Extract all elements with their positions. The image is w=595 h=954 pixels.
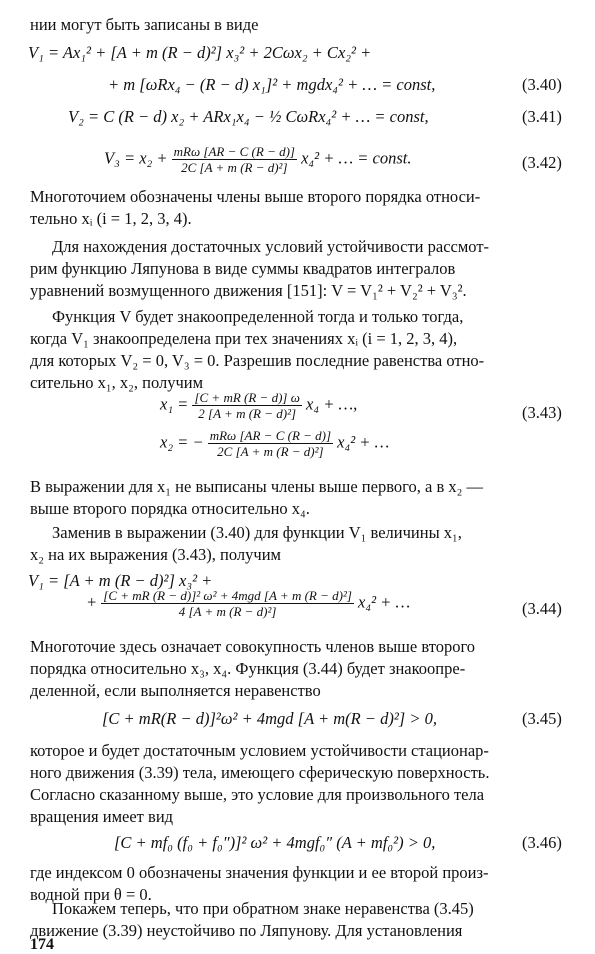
text-line: когда V₁ знакоопределена при тех значениях xᵢ (i = 1, 2, 3, 4),	[30, 329, 458, 348]
equation-number: (3.43)	[522, 403, 562, 422]
equation-number: (3.41)	[522, 107, 562, 126]
equation-3-43-line-1	[160, 390, 357, 421]
equation-3-40-line-2: + m [ωRx₄ − (R − d) x₁]² + mgdx₄² + … = const,	[108, 75, 436, 94]
equation-term: V₃ = x₂ +	[104, 148, 168, 168]
text-line: водной при θ = 0.	[30, 885, 152, 904]
text-line: тельно xᵢ (i = 1, 2, 3, 4).	[30, 209, 192, 228]
equation-term: x₄² + …	[337, 432, 390, 452]
equation-term: x₄ + …,	[306, 394, 358, 414]
text-line: для которых V₂ = 0, V₃ = 0. Разрешив последние равенства отно-	[30, 351, 485, 370]
fraction-numerator: mRω [AR − C (R − d)]	[209, 428, 332, 443]
text-line: Многоточие здесь означает совокупность членов выше второго	[30, 637, 476, 656]
text-line: которое и будет достаточным условием устойчивости стационар-	[30, 741, 489, 760]
equation-3-42	[104, 144, 412, 175]
fraction-numerator: mRω [AR − C (R − d)]	[173, 144, 295, 159]
text-line: Покажем теперь, что при обратном знаке неравенства (3.45)	[52, 899, 474, 918]
equation-term: x₁ =	[160, 394, 189, 414]
text-line: уравнений возмущенного движения [151]: V = V₁² + V₂² + V₃².	[30, 281, 467, 300]
text-line: Многоточием обозначены члены выше второго порядка относи-	[30, 187, 481, 206]
text-line: Согласно сказанному выше, это условие для произвольного тела	[30, 785, 485, 804]
fraction-denominator: 2C [A + m (R − d)²]	[181, 160, 288, 175]
text-line: выше второго порядка относительно x₄.	[30, 499, 310, 518]
equation-fraction	[172, 144, 297, 175]
equation-fraction	[208, 428, 333, 459]
text-line: Заменив в выражении (3.40) для функции V₁ величины x₁,	[52, 523, 462, 542]
text-line: рим функцию Ляпунова в виде суммы квадратов интегралов	[30, 259, 456, 278]
text-line: Функция V будет знакоопределенной тогда и только тогда,	[52, 307, 464, 326]
fraction-denominator: 4 [A + m (R − d)²]	[178, 604, 277, 619]
text-line: сительно x₁, x₂, получим	[30, 373, 204, 392]
equation-number: (3.40)	[522, 75, 562, 94]
text-line: нии могут быть записаны в виде	[30, 15, 259, 34]
text-line: Для нахождения достаточных условий устойчивости рассмот-	[52, 237, 490, 256]
equation-3-46: [C + mf₀ (f₀ + f₀″)]² ω² + 4mgf₀″ (A + mf₀²) > 0,	[114, 833, 436, 852]
fraction-numerator: [C + mR (R − d)] ω	[194, 390, 300, 405]
text-line: деленной, если выполняется неравенство	[30, 681, 321, 700]
equation-term: x₂ = −	[160, 432, 204, 452]
equation-term: x₄² + …	[358, 592, 411, 612]
equation-number: (3.44)	[522, 599, 562, 618]
text-line: В выражении для x₁ не выписаны члены выше первого, а в x₂ —	[30, 477, 483, 496]
equation-3-44-line-1: V₁ = [A + m (R − d)²] x₃² +	[28, 571, 213, 590]
equation-3-43-line-2	[160, 428, 389, 459]
text-line: x₂ на их выражения (3.43), получим	[30, 545, 281, 564]
equation-3-40-line-1: V₁ = Ax₁² + [A + m (R − d)²] x₃² + 2Cωx₂ + Cx₂² +	[28, 43, 372, 62]
text-line: ного движения (3.39) тела, имеющего сферическую поверхность.	[30, 763, 490, 782]
text-line: вращения имеет вид	[30, 807, 174, 826]
equation-3-41: V₂ = C (R − d) x₂ + ARx₁x₄ − ½ CωRx₄² + … = const,	[68, 107, 429, 126]
equation-3-44-line-2	[86, 588, 410, 619]
fraction-denominator: 2C [A + m (R − d)²]	[217, 444, 324, 459]
equation-number: (3.45)	[522, 709, 562, 728]
equation-term: +	[86, 592, 98, 612]
equation-number: (3.46)	[522, 833, 562, 852]
equation-fraction	[101, 588, 354, 619]
text-line: порядка относительно x₃, x₄. Функция (3.44) будет знакоопре-	[30, 659, 466, 678]
fraction-numerator: [C + mR (R − d)]² ω² + 4mgd [A + m (R − d)²]	[103, 588, 352, 603]
equation-3-45: [C + mR(R − d)]²ω² + 4mgd [A + m(R − d)²] > 0,	[102, 709, 437, 728]
text-line: движение (3.39) неустойчиво по Ляпунову. Для установления	[30, 921, 463, 940]
page-number: 174	[30, 936, 54, 953]
equation-fraction	[192, 390, 301, 421]
text-line: где индексом 0 обозначены значения функции и ее второй произ-	[30, 863, 489, 882]
equation-term: x₄² + … = const.	[301, 148, 412, 168]
fraction-denominator: 2 [A + m (R − d)²]	[198, 406, 297, 421]
equation-number: (3.42)	[522, 153, 562, 172]
